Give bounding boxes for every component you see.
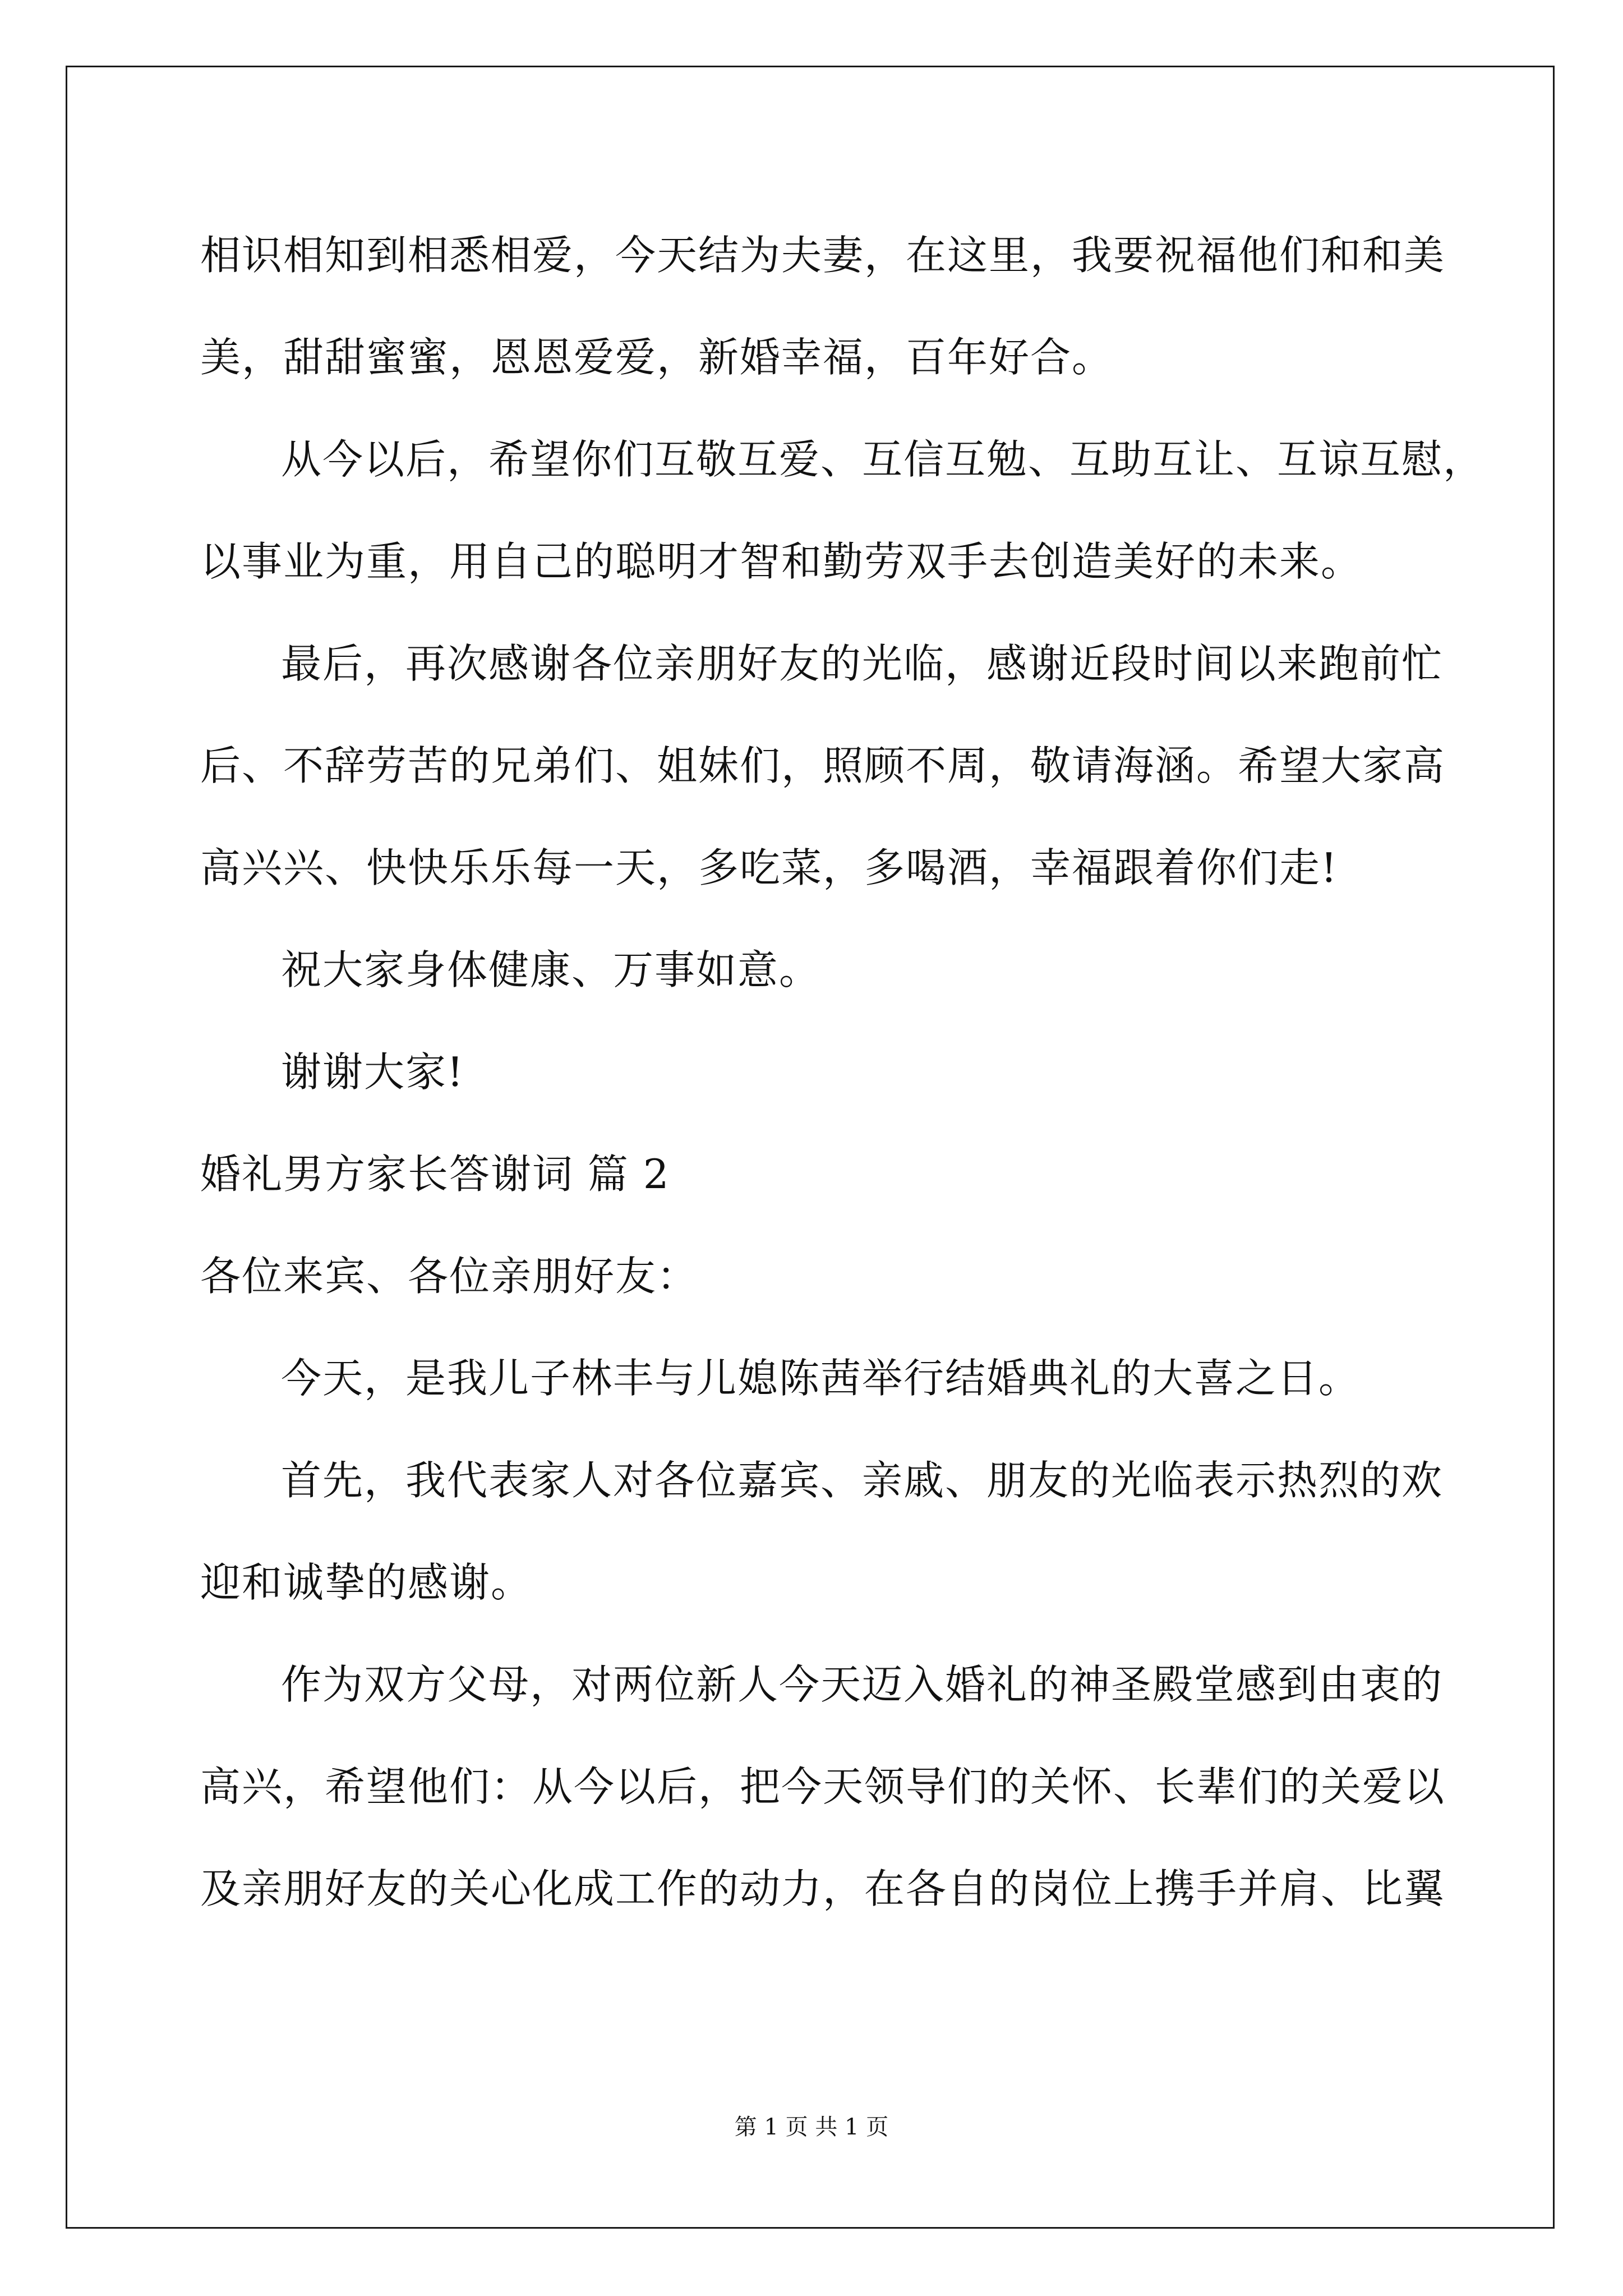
text-line: 美，甜甜蜜蜜，恩恩爱爱，新婚幸福，百年好合。 — [200, 334, 1114, 381]
page-footer: 第 1 页 共 1 页 — [734, 2114, 889, 2140]
text-line: 最后，再次感谢各位亲朋好友的光临，感谢近段时间以来跑前忙 — [281, 640, 1444, 687]
text-line: 及亲朋好友的关心化成工作的动力，在各自的岗位上携手并肩、比翼 — [200, 1865, 1446, 1912]
section-heading: 婚礼男方家长答谢词 篇 2 — [200, 1151, 670, 1198]
text-line: 高兴，希望他们：从今以后，把今天领导们的关怀、长辈们的关爱以 — [200, 1763, 1446, 1810]
text-line: 从今以后，希望你们互敬互爱、互信互勉、互助互让、互谅互慰， — [281, 436, 1485, 483]
salutation: 各位来宾、各位亲朋好友： — [200, 1253, 699, 1300]
text-line: 以事业为重，用自己的聪明才智和勤劳双手去创造美好的未来。 — [200, 538, 1363, 585]
text-line: 今天，是我儿子林丰与儿媳陈茜举行结婚典礼的大喜之日。 — [281, 1355, 1361, 1402]
text-line: 谢谢大家! — [281, 1048, 464, 1096]
text-line: 后、不辞劳苦的兄弟们、姐妹们，照顾不周，敬请海涵。希望大家高 — [200, 742, 1446, 789]
text-line: 迎和诚挚的感谢。 — [200, 1559, 533, 1606]
text-line: 祝大家身体健康、万事如意。 — [281, 946, 821, 993]
text-line: 首先，我代表家人对各位嘉宾、亲戚、朋友的光临表示热烈的欢 — [281, 1457, 1444, 1504]
text-line: 高兴兴、快快乐乐每一天，多吃菜，多喝酒，幸福跟着你们走! — [200, 844, 1338, 891]
text-line: 相识相知到相悉相爱，今天结为夫妻，在这里，我要祝福他们和和美 — [200, 232, 1446, 279]
text-line: 作为双方父母，对两位新人今天迈入婚礼的神圣殿堂感到由衷的 — [281, 1661, 1444, 1708]
